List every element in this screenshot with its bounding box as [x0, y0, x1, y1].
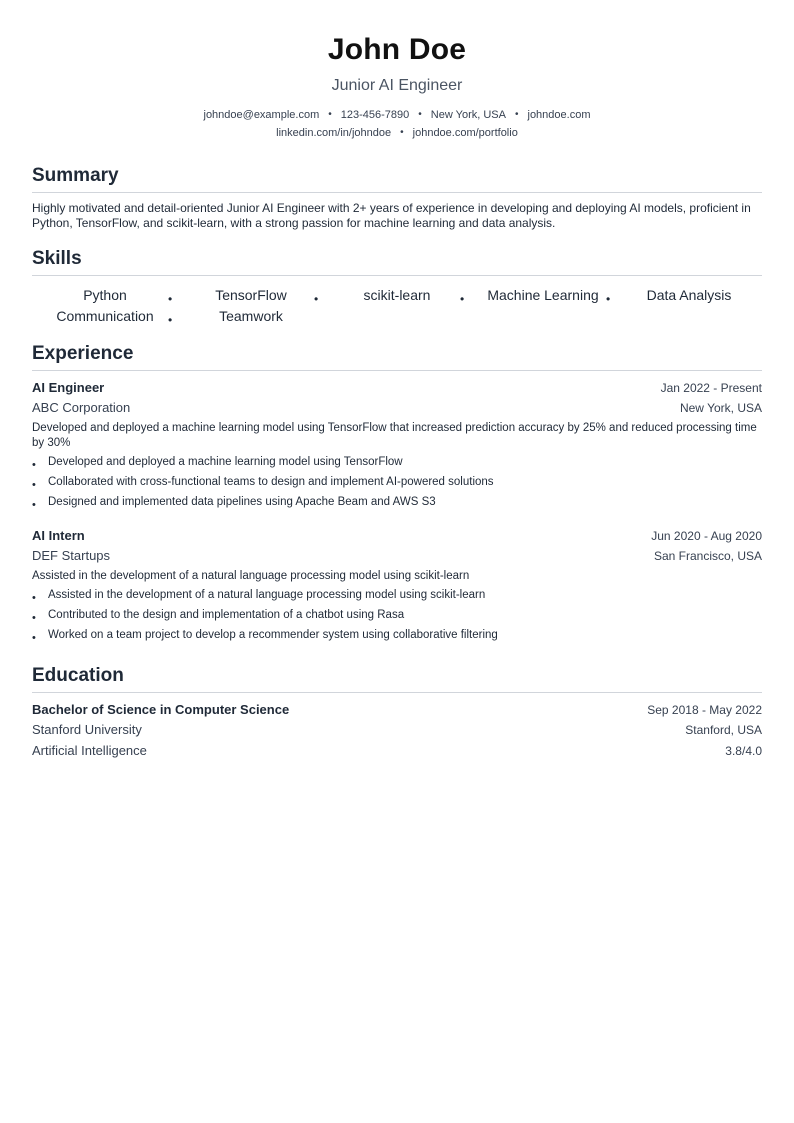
skill-label: scikit-learn — [363, 286, 431, 303]
bullet-dot: • — [460, 291, 465, 306]
skill-label: Machine Learning — [487, 286, 599, 303]
job-company: DEF Startups — [32, 548, 111, 563]
bullet-text: Worked on a team project to develop a recommender system using collaborative filtering — [48, 629, 498, 641]
bullet-dot: • — [32, 632, 36, 644]
job-header — [32, 380, 762, 395]
bullet-text: Developed and deployed a machine learning model using TensorFlow — [48, 456, 403, 468]
list-item — [32, 492, 762, 512]
skill-item — [168, 307, 324, 327]
bullet-dot: • — [168, 291, 173, 306]
portfolio-link[interactable]: johndoe.com/portfolio — [412, 127, 518, 139]
education-dates: Sep 2018 - May 2022 — [647, 703, 762, 717]
separator-dot: • — [418, 109, 422, 120]
bullet-dot: • — [32, 479, 36, 491]
bullet-dot: • — [32, 612, 36, 624]
job-description: Assisted in the development of a natural language processing model using scikit-learn — [32, 570, 470, 582]
job-header — [32, 528, 762, 543]
experience-heading: Experience — [32, 341, 762, 371]
school-name: Stanford University — [32, 722, 142, 737]
job-dates: Jan 2022 - Present — [660, 381, 762, 395]
skill-item — [460, 286, 616, 306]
linkedin-link[interactable]: linkedin.com/in/johndoe — [276, 127, 392, 139]
bullet-text: Designed and implemented data pipelines using Apache Beam and AWS S3 — [48, 496, 436, 508]
website-link[interactable]: johndoe.com — [527, 109, 591, 121]
contact-row-1 — [0, 108, 794, 122]
list-item — [32, 605, 762, 625]
education-field-line — [32, 743, 762, 758]
skill-label: Teamwork — [219, 307, 283, 324]
bullet-text: Assisted in the development of a natural language processing model using scikit-learn — [48, 589, 486, 601]
job-role: AI Engineer — [32, 380, 105, 395]
field-of-study: Artificial Intelligence — [32, 743, 147, 758]
job-location: New York, USA — [679, 401, 762, 415]
job-company-line — [32, 400, 762, 415]
skills-grid — [32, 284, 762, 326]
bullet-dot: • — [168, 312, 173, 327]
job-company-line — [32, 548, 762, 563]
bullet-text: Collaborated with cross-functional teams to design and implement AI-powered solutions — [48, 476, 494, 488]
job-company: ABC Corporation — [32, 400, 131, 415]
skill-label: TensorFlow — [215, 286, 287, 303]
job-dates: Jun 2020 - Aug 2020 — [651, 529, 762, 543]
summary-text: Highly motivated and detail-oriented Junior AI Engineer with 2+ years of experience in developing and deploying AI models, proficient in Python, TensorFlow, and scikit-learn, with a strong passion for machine learning and data analysis. — [32, 201, 751, 230]
contact-row-2 — [0, 126, 794, 140]
job-bullets — [32, 452, 762, 512]
skill-item — [32, 307, 178, 325]
separator-dot: • — [514, 109, 519, 120]
bullet-dot: • — [32, 592, 36, 604]
job-location: San Francisco, USA — [653, 549, 762, 563]
bullet-dot: • — [606, 291, 611, 306]
email-link[interactable]: johndoe@example.com — [203, 109, 320, 121]
skill-label: Communication — [56, 307, 154, 324]
separator-dot: • — [328, 109, 332, 120]
skills-row — [32, 305, 762, 326]
separator-dot: • — [400, 127, 404, 138]
education-school-line — [32, 722, 762, 737]
candidate-name: John Doe — [327, 33, 467, 66]
skill-label: Python — [83, 286, 127, 303]
skill-item — [32, 286, 178, 304]
summary-heading: Summary — [32, 163, 762, 193]
list-item — [32, 585, 762, 605]
candidate-title: Junior AI Engineer — [331, 77, 463, 94]
degree: Bachelor of Science in Computer Science — [32, 702, 290, 717]
bullet-text: Contributed to the design and implementation of a chatbot using Rasa — [48, 609, 405, 621]
job-description: Developed and deployed a machine learning model using TensorFlow that increased prediction accuracy by 25% and reduced processing time by 30% — [32, 422, 757, 449]
education-heading: Education — [32, 663, 762, 693]
skills-row — [32, 284, 762, 305]
list-item — [32, 472, 762, 492]
location: New York, USA — [430, 109, 506, 121]
skill-item — [606, 286, 762, 306]
school-location: Stanford, USA — [685, 723, 762, 737]
bullet-dot: • — [32, 459, 36, 471]
list-item — [32, 452, 762, 472]
skill-label: Data Analysis — [646, 286, 732, 303]
gpa: 3.8/4.0 — [725, 744, 762, 758]
education-header — [32, 702, 762, 717]
job-bullets — [32, 585, 762, 645]
skill-item — [314, 286, 470, 306]
phone-number: 123-456-7890 — [340, 109, 410, 121]
job-role: AI Intern — [32, 528, 85, 543]
bullet-dot: • — [314, 291, 319, 306]
list-item — [32, 625, 762, 645]
bullet-dot: • — [32, 499, 36, 511]
skills-heading: Skills — [32, 246, 762, 276]
skill-item — [168, 286, 324, 306]
